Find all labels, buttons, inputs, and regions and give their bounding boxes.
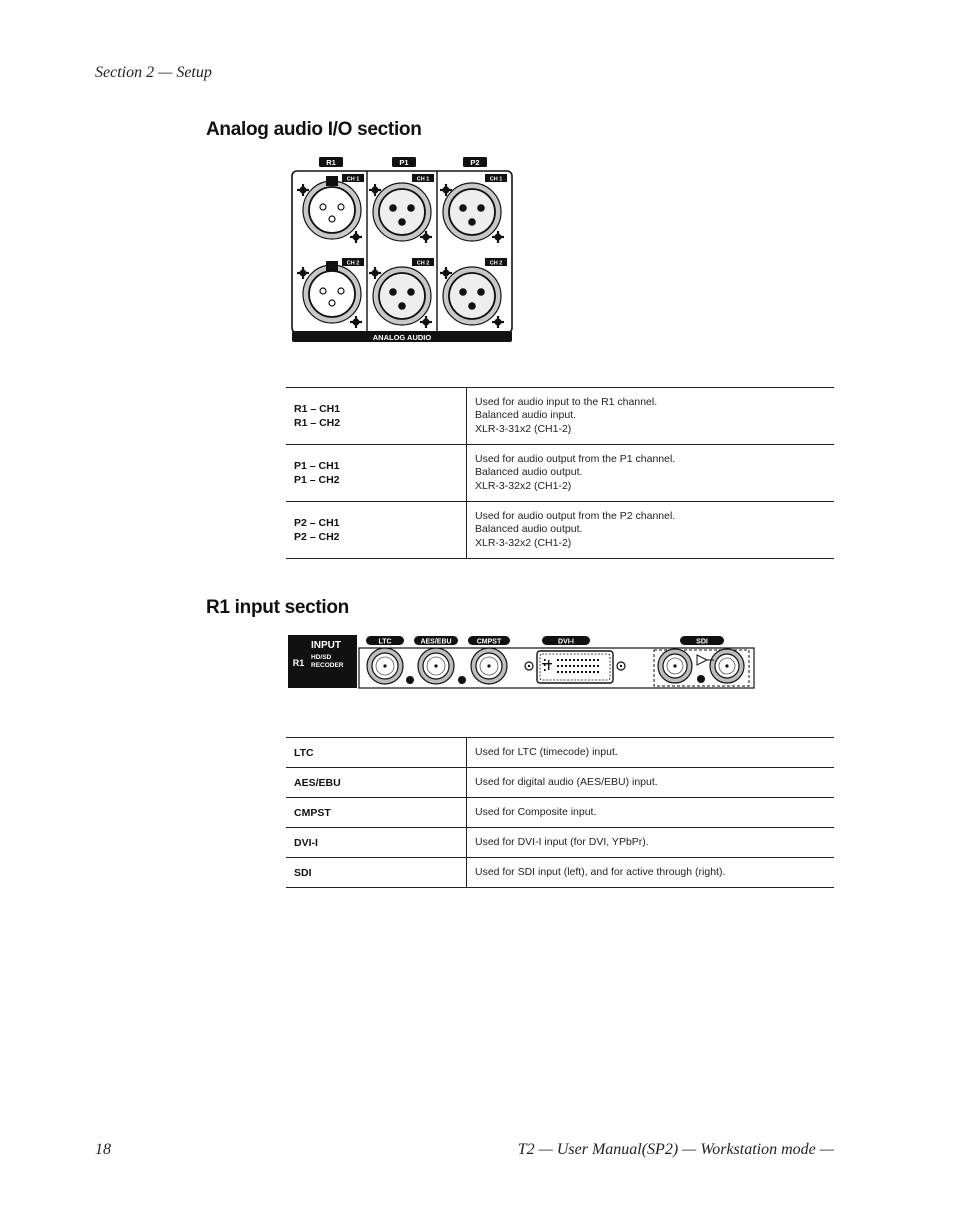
- table-row: [286, 858, 834, 888]
- connector-name-cell: [286, 502, 467, 559]
- description-line: Used for audio output from the P2 channel.: [475, 509, 676, 522]
- description-line: Balanced audio output.: [475, 466, 583, 479]
- page-number: 18: [95, 1141, 111, 1158]
- sdi-input-bnc-connector: [658, 649, 692, 683]
- description-line: Balanced audio input.: [475, 409, 576, 422]
- connector-description: Used for digital audio (AES/EBU) input.: [467, 768, 835, 798]
- connector-description: Used for Composite input.: [467, 798, 835, 828]
- description-line: Used for audio output from the P1 channel.: [475, 452, 676, 465]
- table-row: [286, 502, 834, 559]
- r1-input-panel-figure: [286, 633, 758, 691]
- analog-audio-table: [286, 387, 834, 559]
- r1-input-table: [286, 737, 834, 888]
- connector-description: Used for DVI-I input (for DVI, YPbPr).: [467, 828, 835, 858]
- input-label: INPUT: [311, 640, 341, 651]
- description-line: Used for audio input to the R1 channel.: [475, 395, 658, 408]
- analog-audio-label: ANALOG AUDIO: [372, 333, 432, 342]
- analog-audio-heading: Analog audio I/O section: [206, 119, 422, 140]
- svg-text:P2: P2: [470, 158, 480, 167]
- svg-text:CH 1: CH 1: [416, 176, 430, 183]
- group-label-p1: [392, 157, 416, 167]
- connector-description-cell: [467, 388, 835, 445]
- connector-name: P1 – CH2: [294, 474, 340, 486]
- table-row: [286, 828, 834, 858]
- connector-name: AES/EBU: [286, 768, 467, 798]
- running-footer-title: T2 — User Manual(SP2) — Workstation mode —: [517, 1141, 834, 1158]
- svg-text:LTC: LTC: [378, 638, 392, 646]
- description-line: XLR-3-31x2 (CH1-2): [475, 422, 572, 435]
- sdi-active-through-bnc-connector: [710, 649, 744, 683]
- connector-name: DVI-I: [286, 828, 467, 858]
- connector-name: R1 – CH1: [294, 403, 341, 415]
- connector-name: P2 – CH1: [294, 517, 340, 529]
- table-row: [286, 768, 834, 798]
- svg-text:R1: R1: [326, 158, 336, 167]
- svg-text:SDI: SDI: [696, 638, 708, 646]
- connector-description-cell: [467, 502, 835, 559]
- dvi-i-badge: [542, 636, 590, 646]
- dvi-i-connector: [525, 651, 625, 683]
- connector-name-cell: [286, 445, 467, 502]
- description-line: XLR-3-32x2 (CH1-2): [475, 479, 572, 492]
- hd-sd-label: HD/SD: [311, 654, 332, 661]
- connector-name: P2 – CH2: [294, 531, 340, 543]
- svg-text:P1: P1: [399, 158, 409, 167]
- table-row: [286, 445, 834, 502]
- group-label-p2: [463, 157, 487, 167]
- description-line: XLR-3-32x2 (CH1-2): [475, 536, 572, 549]
- table-row: [286, 738, 834, 768]
- group-label-r1: [319, 157, 343, 167]
- table-row: [286, 798, 834, 828]
- connector-name: LTC: [286, 738, 467, 768]
- cmpst-badge: [468, 636, 510, 646]
- svg-text:CH 1: CH 1: [489, 176, 503, 183]
- sdi-indicator: [697, 675, 705, 683]
- r1-input-heading: R1 input section: [206, 597, 349, 618]
- connector-description: Used for SDI input (left), and for active through (right).: [467, 858, 835, 888]
- svg-text:AES/EBU: AES/EBU: [420, 638, 452, 646]
- running-header-section: Section 2 — Setup: [95, 64, 212, 81]
- connector-name: R1 – CH2: [294, 417, 341, 429]
- svg-text:DVI-I: DVI-I: [558, 638, 574, 646]
- analog-audio-panel-figure: [290, 155, 516, 345]
- connector-name: SDI: [286, 858, 467, 888]
- connector-description: Used for LTC (timecode) input.: [467, 738, 835, 768]
- ltc-badge: [366, 636, 404, 646]
- svg-text:CMPST: CMPST: [476, 638, 502, 646]
- connector-description-cell: [467, 445, 835, 502]
- connector-name: CMPST: [286, 798, 467, 828]
- sdi-badge: [680, 636, 724, 646]
- description-line: Balanced audio output.: [475, 523, 583, 536]
- svg-text:CH 2: CH 2: [346, 260, 360, 267]
- svg-text:CH 1: CH 1: [346, 176, 360, 183]
- connector-name: P1 – CH1: [294, 460, 340, 472]
- svg-text:CH 2: CH 2: [489, 260, 503, 267]
- recoder-label: RECODER: [311, 662, 344, 669]
- svg-text:CH 2: CH 2: [416, 260, 430, 267]
- connector-name-cell: [286, 388, 467, 445]
- aes-ebu-badge: [414, 636, 458, 646]
- cmpst-bnc-connector: [471, 648, 507, 684]
- r1-side-label: R1: [292, 658, 305, 668]
- table-row: [286, 388, 834, 445]
